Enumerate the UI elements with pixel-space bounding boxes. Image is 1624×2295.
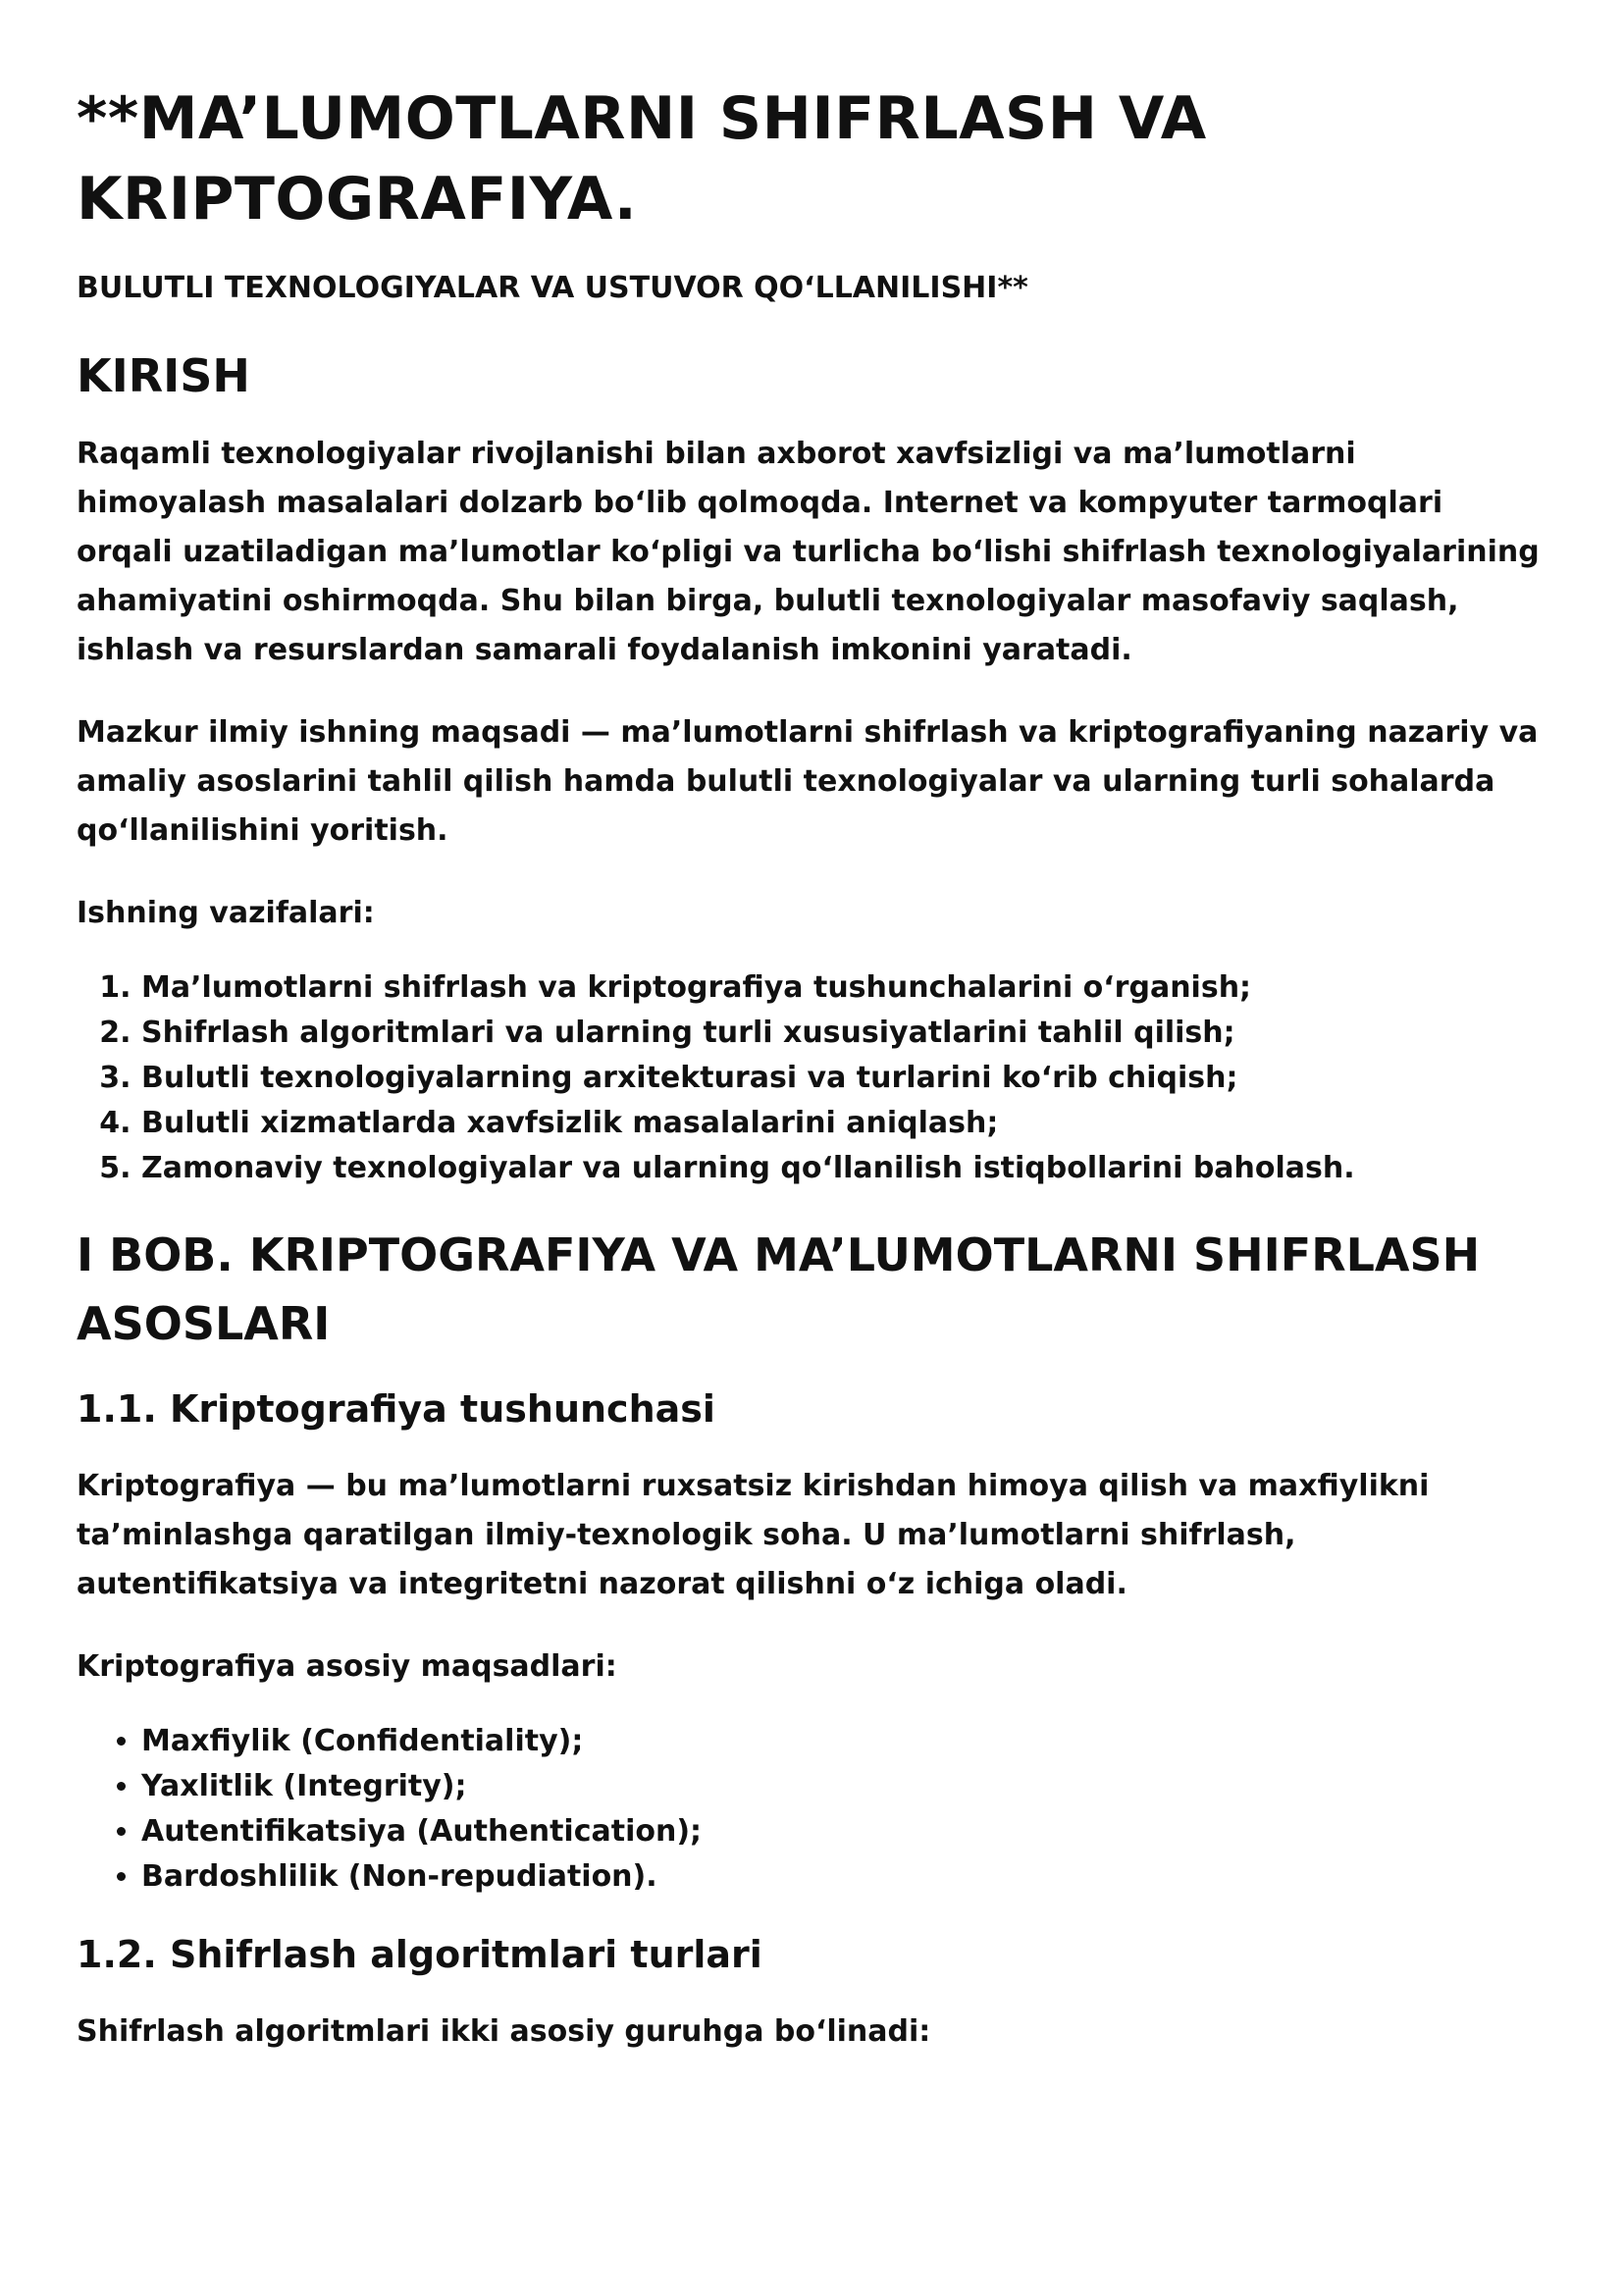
section-1-1-heading: 1.1. Kriptografiya tushunchasi [77,1387,715,1431]
document-title: **MA’LUMOTLARNI SHIFRLASH VA KRIPTOGRAFIYA. [77,84,1207,234]
document-subtitle: BULUTLI TEXNOLOGIYALAR VA USTUVOR QO‘LLANILISHI** [77,271,1028,305]
list-item: 5. Zamonaviy texnologiyalar va ularning qo‘llanilish istiqbollarini baholash. [141,1146,1548,1191]
chapter1-heading: I BOB. KRIPTOGRAFIYA VA MA’LUMOTLARNI SHIFRLASH ASOSLARI [77,1228,1481,1350]
intro-heading: KIRISH [77,349,250,402]
goals-list [77,1719,1548,1900]
list-item: • Yaxlitlik (Integrity); [141,1764,1548,1809]
tasks-list [77,965,1548,1191]
list-item: • Bardoshlilik (Non-repudiation). [141,1854,1548,1900]
intro-paragraph-2: Mazkur ilmiy ishning maqsadi — ma’lumotlarni shifrlash va kriptografiyaning nazariy va amaliy asoslarini tahlil qilish hamda bulutli texnologiyalar va ularning turli sohalarda qo‘llanilishini yoritish. [77,715,1539,848]
tasks-label: Ishning vazifalari: [77,896,375,930]
goals-label: Kriptografiya asosiy maqsadlari: [77,1649,617,1684]
section-1-2-paragraph: Shifrlash algoritmlari ikki asosiy guruhga bo‘linadi: [77,2014,931,2049]
list-item: 2. Shifrlash algoritmlari va ularning turli xususiyatlarini tahlil qilish; [141,1011,1548,1056]
list-item: • Maxfiylik (Confidentiality); [141,1719,1548,1764]
section-1-1-paragraph: Kriptografiya — bu ma’lumotlarni ruxsatsiz kirishdan himoya qilish va maxfiylikni ta’minlashga qaratilgan ilmiy-texnologik soha. U ma’lumotlarni shifrlash, autentifikatsiya va integritetni nazorat qilishni o‘z ichiga oladi. [77,1469,1430,1601]
document-page [77,78,1548,2090]
list-item: 3. Bulutli texnologiyalarning arxitekturasi va turlarini ko‘rib chiqish; [141,1056,1548,1101]
list-item: 4. Bulutli xizmatlarda xavfsizlik masalalarini aniqlash; [141,1101,1548,1146]
list-item: 1. Ma’lumotlarni shifrlash va kriptografiya tushunchalarini o‘rganish; [141,965,1548,1011]
section-1-2-heading: 1.2. Shifrlash algoritmlari turlari [77,1933,762,1976]
list-item: • Autentifikatsiya (Authentication); [141,1809,1548,1854]
intro-paragraph-1: Raqamli texnologiyalar rivojlanishi bilan axborot xavfsizligi va ma’lumotlarni himoyalash masalalari dolzarb bo‘lib qolmoqda. Internet va kompyuter tarmoqlari orqali uzatiladigan ma’lumotlar ko‘pligi va turlicha bo‘lishi shifrlash texnologiyalarining ahamiyatini oshirmoqda. Shu bilan birga, bulutli texnologiyalar masofaviy saqlash, ishlash va resurslardan samarali foydalanish imkonini yaratadi. [77,437,1540,667]
